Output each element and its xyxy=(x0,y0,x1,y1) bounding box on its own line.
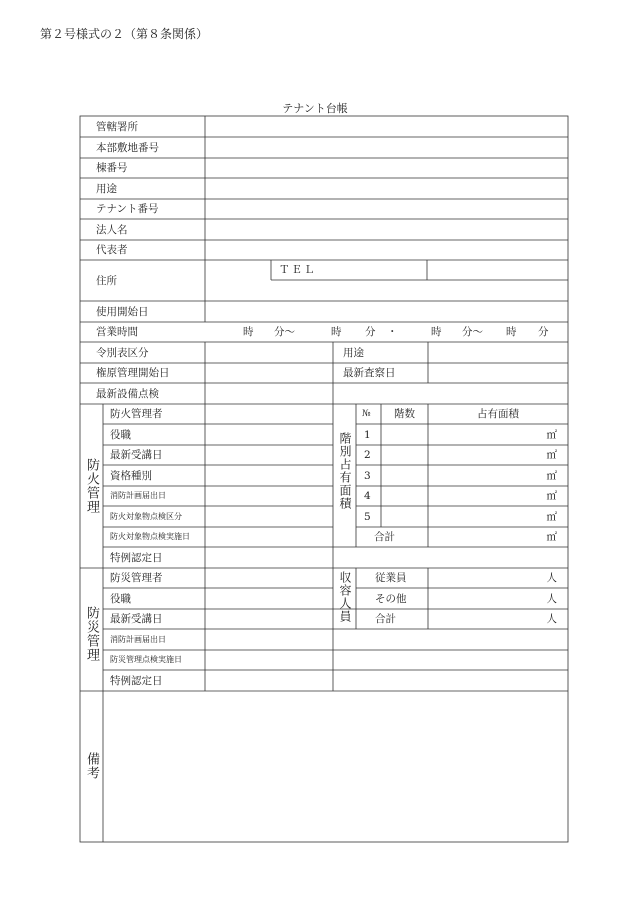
page-title: テナント台帳 xyxy=(282,102,348,115)
disaster-manager-label: 防災管理者 xyxy=(110,572,163,584)
usage-label: 用途 xyxy=(96,183,117,195)
hours-minute-tilde-2: 分～ xyxy=(462,326,483,338)
floor-row-4-unit: ㎡ xyxy=(546,490,557,502)
hours-hour-2: 時 xyxy=(331,326,342,338)
disaster-position-label: 役職 xyxy=(110,593,131,605)
floor-row-2-no: 2 xyxy=(364,449,371,461)
floor-area-floor-header: 階数 xyxy=(394,408,415,420)
floor-row-3-unit: ㎡ xyxy=(546,470,557,482)
capacity-side-label: 収容人員 xyxy=(338,571,352,623)
main-site-no-label: 本部敷地番号 xyxy=(96,142,159,154)
fire-management-side-label: 防火管理 xyxy=(84,458,99,514)
capacity-others-unit: 人 xyxy=(546,593,557,605)
disaster-latest-course-label: 最新受講日 xyxy=(110,613,163,625)
disaster-plan-filing-label: 消防計画届出日 xyxy=(110,635,166,644)
hours-hour-3: 時 xyxy=(431,326,442,338)
floor-area-side-label: 階別占有面積 xyxy=(338,432,352,510)
floor-row-1-unit: ㎡ xyxy=(546,429,557,441)
floor-row-2-unit: ㎡ xyxy=(546,449,557,461)
jurisdiction-label: 管轄署所 xyxy=(96,121,138,133)
tel-label: ＴＥＬ xyxy=(279,264,317,276)
usage2-label: 用途 xyxy=(343,347,364,359)
floor-row-5-unit: ㎡ xyxy=(546,511,557,523)
floor-area-total-unit: ㎡ xyxy=(546,531,557,543)
ordinance-class-label: 令別表区分 xyxy=(96,347,149,359)
latest-inspection-label: 最新査察日 xyxy=(343,367,396,379)
capacity-others-label: その他 xyxy=(375,593,407,605)
hours-minute-1: 分 xyxy=(365,326,376,338)
representative-label: 代表者 xyxy=(96,244,128,256)
capacity-total-unit: 人 xyxy=(546,613,557,625)
address-label: 住所 xyxy=(96,275,117,287)
capacity-employees-label: 従業員 xyxy=(375,572,407,584)
hours-separator: ・ xyxy=(387,326,398,338)
hours-hour-1: 時 xyxy=(243,326,254,338)
latest-equipment-check-label: 最新設備点検 xyxy=(96,388,159,400)
fire-plan-filing-label: 消防計画届出日 xyxy=(110,491,166,500)
authority-start-label: 権原管理開始日 xyxy=(96,367,170,379)
business-hours-label: 営業時間 xyxy=(96,326,138,338)
capacity-total-label: 合計 xyxy=(375,613,396,625)
disaster-special-cert-label: 特例認定日 xyxy=(110,675,163,687)
fire-inspection-class-label: 防火対象物点検区分 xyxy=(110,512,182,521)
floor-row-3-no: 3 xyxy=(364,470,371,482)
fire-qualification-label: 資格種別 xyxy=(110,470,152,482)
floor-row-4-no: 4 xyxy=(364,490,371,502)
building-no-label: 棟番号 xyxy=(96,162,128,174)
hours-minute-2: 分 xyxy=(538,326,549,338)
floor-row-1-no: 1 xyxy=(364,429,371,441)
fire-latest-course-label: 最新受講日 xyxy=(110,449,163,461)
fire-position-label: 役職 xyxy=(110,429,131,441)
remarks-side-label: 備考 xyxy=(84,752,99,780)
floor-area-total-label: 合計 xyxy=(374,531,395,543)
disaster-inspection-date-label: 防災管理点検実施日 xyxy=(110,655,182,664)
tenant-no-label: テナント番号 xyxy=(96,203,159,215)
start-date-label: 使用開始日 xyxy=(96,306,149,318)
disaster-management-side-label: 防災管理 xyxy=(84,606,99,662)
floor-area-no-header: № xyxy=(362,409,371,419)
hours-minute-tilde-1: 分～ xyxy=(274,326,295,338)
floor-row-5-no: 5 xyxy=(364,511,371,523)
fire-inspection-date-label: 防火対象物点検実施日 xyxy=(110,532,190,541)
capacity-employees-unit: 人 xyxy=(546,572,557,584)
hours-hour-4: 時 xyxy=(506,326,517,338)
fire-special-cert-label: 特例認定日 xyxy=(110,552,163,564)
corporation-label: 法人名 xyxy=(96,224,128,236)
floor-area-area-header: 占有面積 xyxy=(477,408,519,420)
fire-manager-label: 防火管理者 xyxy=(110,408,163,420)
form-number: 第２号様式の２（第８条関係） xyxy=(40,27,209,41)
